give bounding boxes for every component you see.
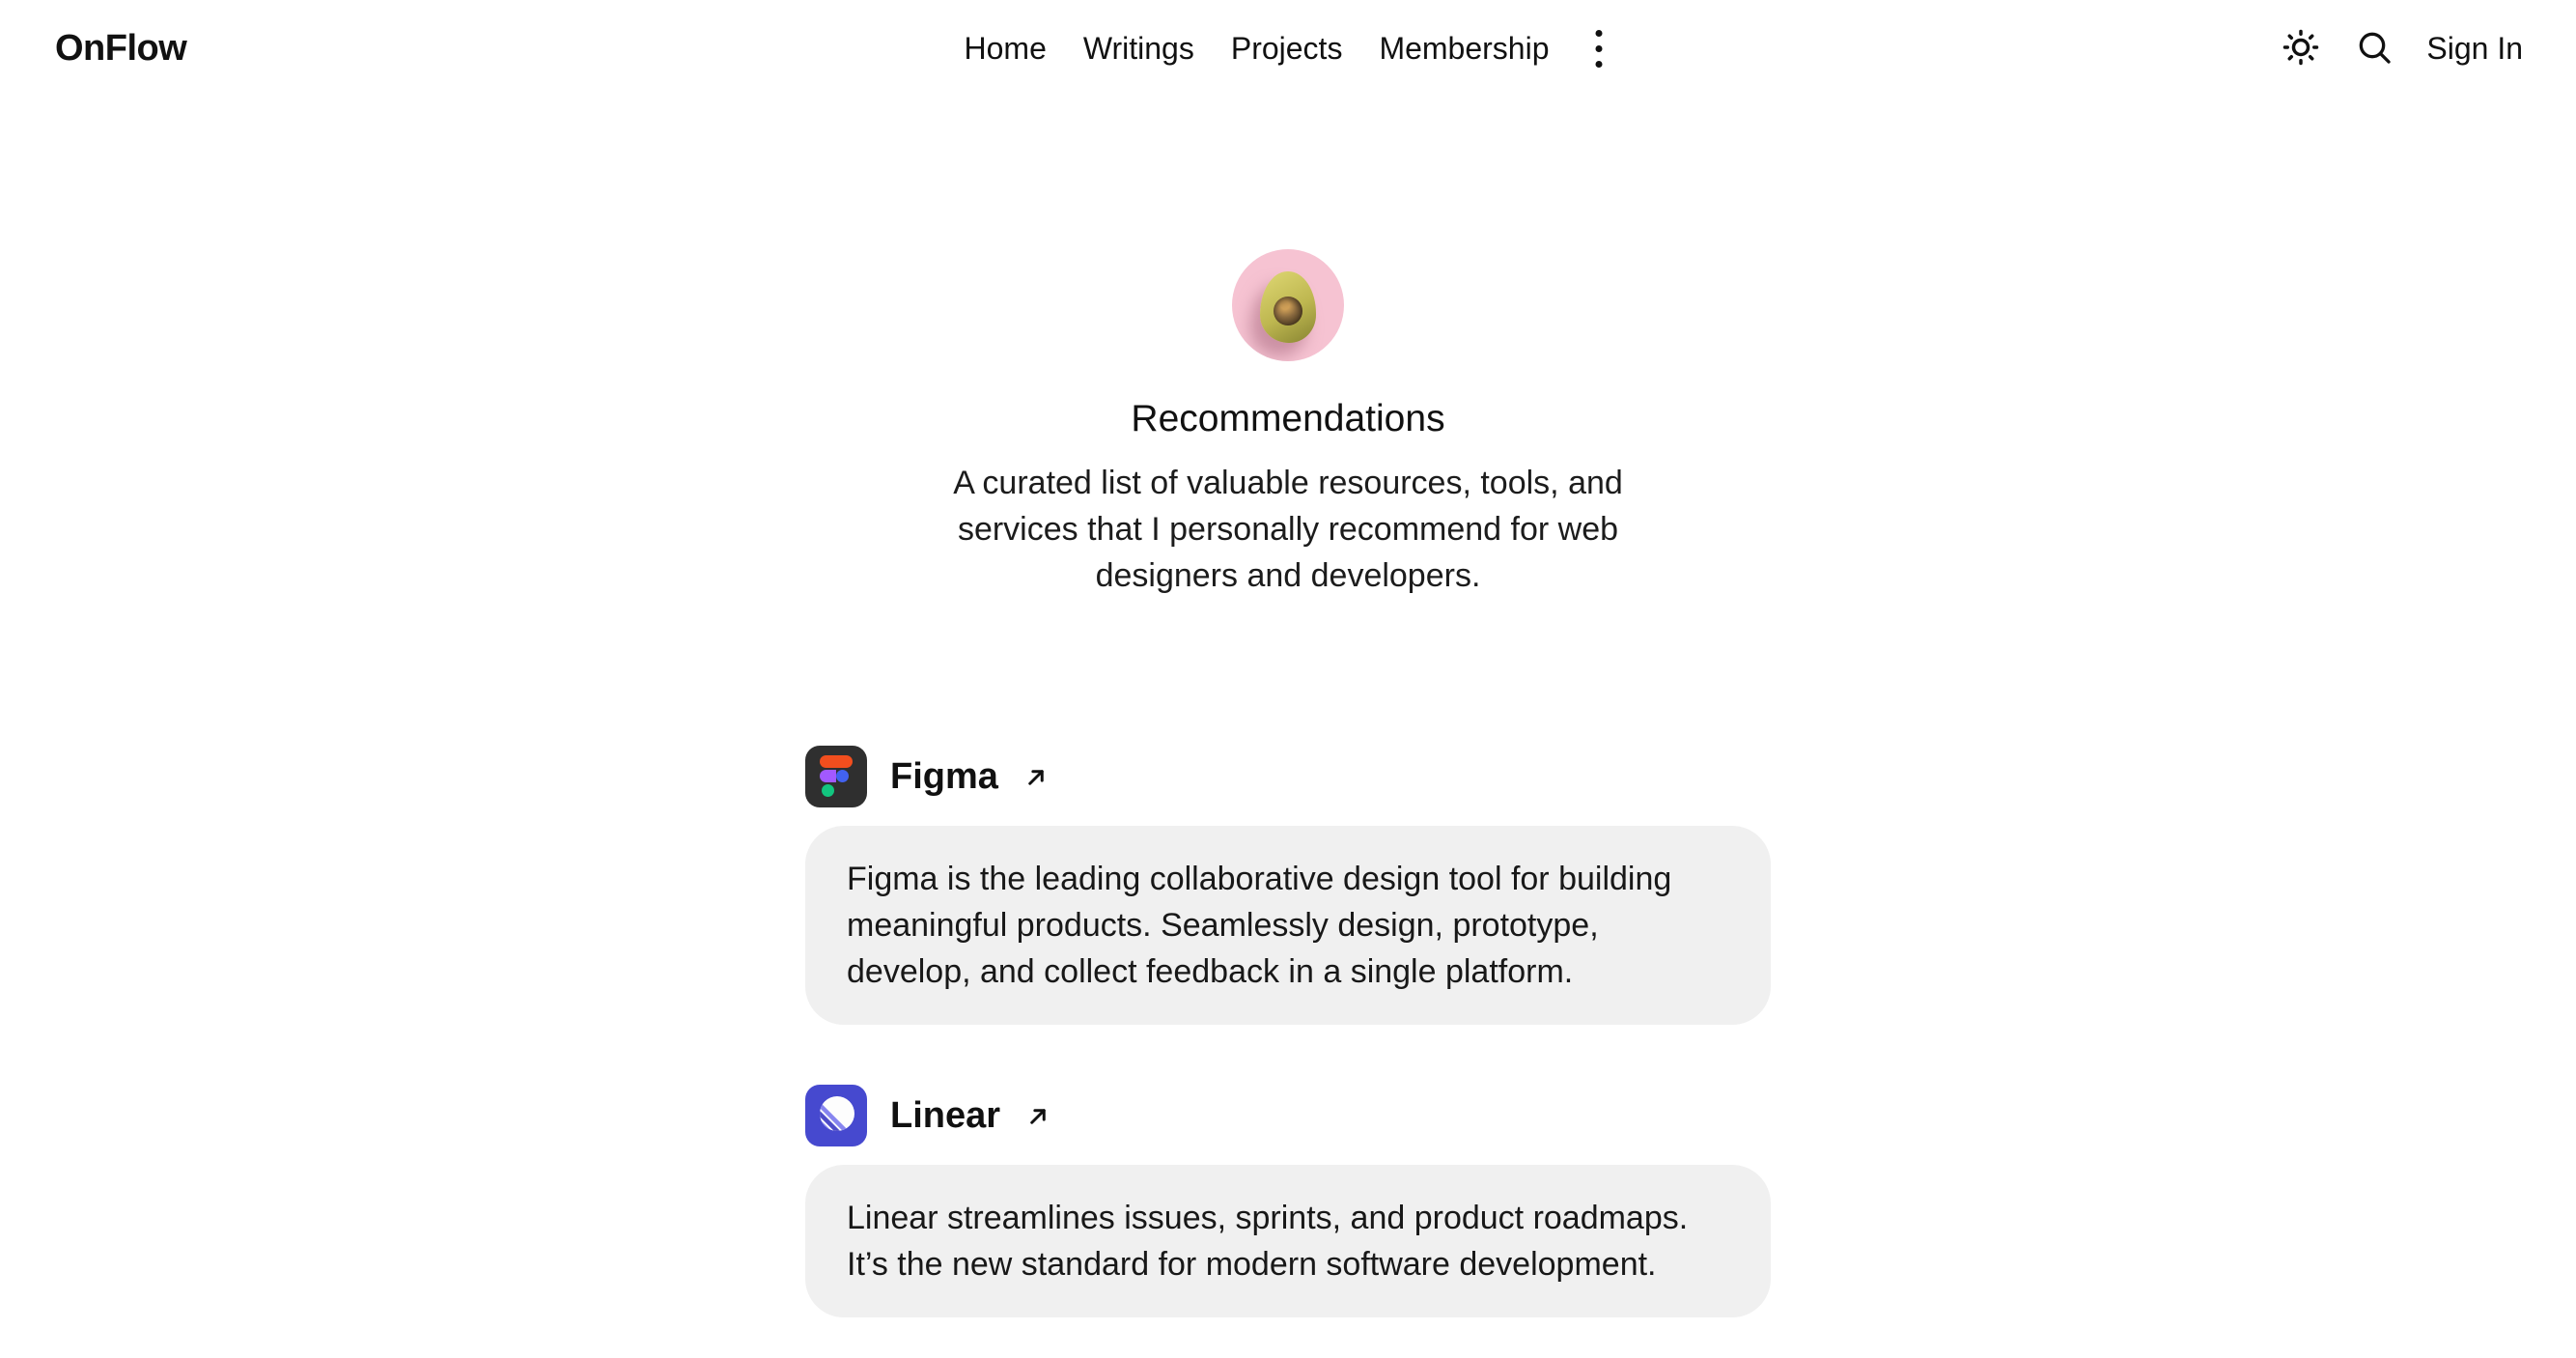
arrow-up-right-icon: [1022, 763, 1050, 792]
header-actions: [2280, 26, 2523, 71]
recommendation-linear: [805, 1085, 1771, 1317]
nav-item-writings[interactable]: Writings: [1082, 30, 1194, 66]
recommendation-title: Figma: [890, 755, 998, 797]
recommendation-list: [805, 746, 1771, 1317]
avatar: [1232, 249, 1344, 361]
recommendation-card: Linear streamlines issues, sprints, and product roadmaps. It’s the new standard for modern software development.: [805, 1165, 1771, 1317]
kebab-dot: [1596, 30, 1603, 37]
search-button[interactable]: [2355, 28, 2394, 70]
sign-in-link[interactable]: Sign In: [2426, 30, 2523, 66]
nav-item-membership[interactable]: Membership: [1379, 30, 1550, 66]
page-description: A curated list of valuable resources, tools, and services that I personally recommend for web designers and developers.: [953, 465, 1623, 594]
linear-logo-icon: [805, 1085, 867, 1146]
site-logo[interactable]: OnFlow: [55, 27, 187, 69]
main-navigation: [965, 0, 1612, 97]
page-content: [805, 249, 1771, 1317]
kebab-menu-icon[interactable]: [1586, 24, 1612, 73]
recommendation-title: Linear: [890, 1094, 1001, 1136]
theme-toggle-button[interactable]: [2280, 26, 2322, 71]
site-header: [0, 0, 2576, 97]
nav-item-projects[interactable]: Projects: [1230, 30, 1343, 66]
sun-icon: [2280, 26, 2322, 71]
nav-item-home[interactable]: Home: [964, 30, 1047, 66]
kebab-dot: [1596, 45, 1603, 52]
recommendation-link-figma[interactable]: [805, 746, 1050, 807]
recommendation-link-linear[interactable]: [805, 1085, 1052, 1146]
recommendation-card: Figma is the leading collaborative design tool for building meaningful products. Seamlessly design, prototype, develop, and collect feedback in a single platform.: [805, 826, 1771, 1025]
arrow-up-right-icon: [1023, 1102, 1052, 1131]
page-title: Recommendations: [1131, 398, 1445, 439]
search-icon: [2355, 28, 2394, 70]
figma-logo-icon: [805, 746, 867, 807]
kebab-dot: [1596, 61, 1603, 68]
avocado-illustration: [1260, 271, 1316, 343]
recommendation-figma: [805, 746, 1771, 1025]
